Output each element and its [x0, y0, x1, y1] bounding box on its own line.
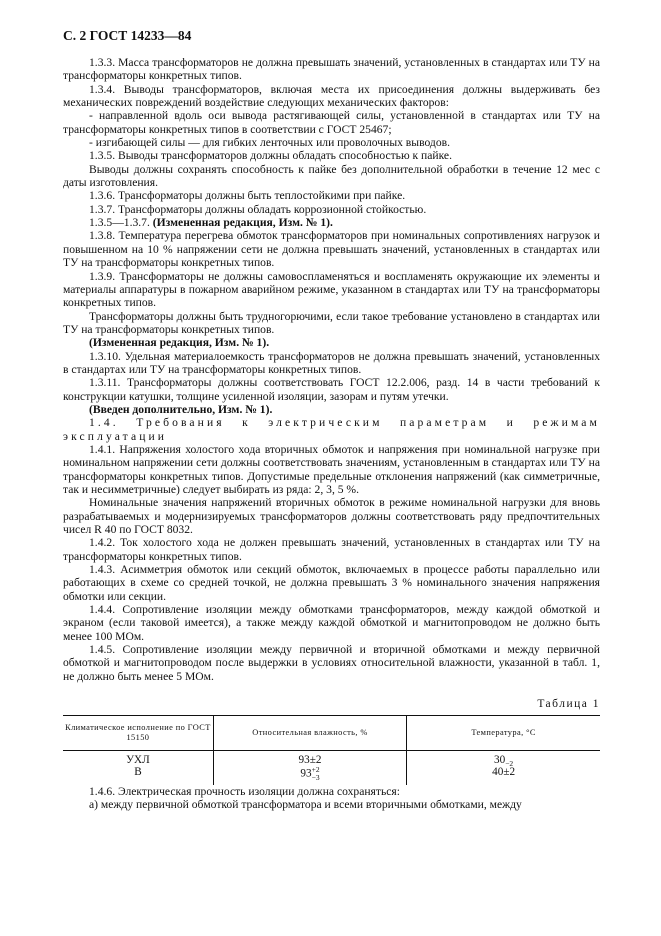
amendment-note [63, 216, 600, 229]
page-header: С. 2 ГОСТ 14233—84 [63, 28, 192, 43]
temperature-value: 40±2 [492, 765, 516, 778]
amendment-note: (Введен дополнительно, Изм. № 1). [89, 402, 273, 416]
paragraph: 1.4.3. Асимметрия обмоток или секций обмоток, включаемых в процессе работы параллельно или работающих в схеме со средней точкой, не должна превышать 3 % номинального значения напряжения обмотки или секции. [63, 563, 600, 603]
clause-range: 1.3.5—1.3.7. [89, 216, 150, 230]
column-header-climate: Климатическое исполнение по ГОСТ 15150 [63, 715, 213, 750]
paragraph: 1.3.6. Трансформаторы должны быть теплостойкими при пайке. [89, 189, 406, 203]
climate-cell [63, 750, 213, 785]
table-caption: Таблица 1 [537, 698, 600, 711]
humidity-tolerance [312, 766, 320, 782]
temperature-value [408, 754, 599, 766]
amendment-text: (Измененная редакция, Изм. № 1). [152, 216, 333, 230]
paragraph: - изгибающей силы — для гибких ленточных или проволочных выводов. [89, 136, 450, 150]
paragraph: 1.3.4. Выводы трансформаторов, включая места их присоединения должны выдерживать без механических повреждений воздействие следующих механических факторов: [63, 82, 600, 110]
paragraph: - направленной вдоль оси вывода растягивающей силы, установленной в стандартах или ТУ на трансформаторы конкретных типов в соответствии с ГОСТ 25467; [63, 109, 600, 136]
climate-value: УХЛ [126, 753, 150, 766]
temperature-cell [407, 750, 600, 785]
climate-value: В [134, 765, 142, 778]
paragraph: 1.3.5. Выводы трансформаторов должны обладать способностью к пайке. [89, 149, 452, 163]
humidity-cell [213, 750, 406, 785]
humidity-value [215, 766, 405, 782]
paragraph: 1.3.8. Температура перегрева обмоток трансформаторов при номинальных сопротивлениях нагрузок и повышенном на 10 % напряжении сети не должна превышать значений, установленных в стандартах или ТУ на трансформаторы конкретных типов. [63, 229, 600, 270]
table-header-row [63, 715, 600, 750]
humidity-base: 93 [300, 767, 312, 780]
temperature-base: 30 [494, 753, 506, 766]
humidity-upper: +2 [311, 764, 320, 774]
paragraph: 1.3.9. Трансформаторы не должны самовоспламеняться и воспламенять окружающие их элементы и материалы аппаратуры в пожарном аварийном режиме, указанном в стандартах или ТУ на трансформаторы конкретных типов. [63, 269, 600, 310]
amendment-note: (Измененная редакция, Изм. № 1). [89, 336, 270, 350]
section-heading: 1.4. Требования к электрическим параметрам и режимам эксплуатации [63, 416, 600, 443]
paragraph: 1.3.10. Удельная материалоемкость трансформаторов не должна превышать значений, установленных в стандартах или ТУ на трансформаторы конкретных типов. [63, 349, 600, 376]
paragraph: 1.4.6. Электрическая прочность изоляции должна сохраняться: [89, 784, 400, 798]
paragraph: Выводы должны сохранять способность к пайке без дополнительной обработки в течение 12 мес с даты изготовления. [63, 162, 600, 190]
paragraph: Трансформаторы должны быть трудногорючими, если такое требование установлено в стандартах или ТУ на трансформаторы конкретных типов. [63, 309, 600, 336]
paragraph: 1.3.7. Трансформаторы должны обладать коррозионной стойкостью. [89, 202, 427, 216]
table-row [63, 750, 600, 785]
temperature-lower: −2 [505, 758, 514, 768]
paragraph: 1.3.11. Трансформаторы должны соответствовать ГОСТ 12.2.006, разд. 14 в части требований к конструкции катушки, толщине усиленной изоляции, зазорам и путям утечки. [63, 376, 600, 403]
paragraph: 1.3.3. Масса трансформаторов не должна превышать значений, установленных в стандартах или ТУ на трансформаторы конкретных типов. [63, 56, 600, 83]
paragraph: 1.4.4. Сопротивление изоляции между обмотками трансформаторов, между каждой обмоткой и экраном (если таковой имеется), а также между каждой обмоткой и магнитопроводом не должно быть менее 100 МОм. [63, 603, 600, 643]
paragraph: 1.4.1. Напряжения холостого хода вторичных обмоток и напряжения при номинальной нагрузке при номинальном напряжении сети должны соответствовать значениям, установленным в стандартах или ТУ на трансформаторы конкретных типов. Допустимые предельные отклонения напряжений (как симметричные, так и несимметричные) следует выбирать из ряда: 2, 3, 5 %. [63, 442, 600, 496]
column-header-temperature: Температура, °С [407, 715, 600, 750]
humidity-value: 93±2 [298, 753, 322, 766]
humidity-lower: −3 [311, 772, 320, 782]
paragraph: 1.4.2. Ток холостого хода не должен превышать значений, установленных в стандартах или ТУ на трансформаторы конкретных типов. [63, 536, 600, 563]
paragraph: а) между первичной обмоткой трансформатора и всеми вторичными обмотками, между [89, 797, 522, 811]
column-header-humidity: Относительная влажность, % [213, 715, 406, 750]
paragraph: 1.4.5. Сопротивление изоляции между первичной и вторичной обмотками и между первичной обмоткой и магнитопроводом после выдержки в условиях относительной влажности, указанной в табл. 1, не должно быть менее 5 МОм. [63, 643, 600, 683]
document-body [63, 56, 600, 811]
table-1 [63, 715, 600, 785]
paragraph: Номинальные значения напряжений вторичных обмоток в режиме номинальной нагрузки для вновь разрабатываемых и модернизируемых трансформаторов должны соответствовать ряду предпочтительных чисел R 40 по ГОСТ 8032. [63, 496, 600, 537]
